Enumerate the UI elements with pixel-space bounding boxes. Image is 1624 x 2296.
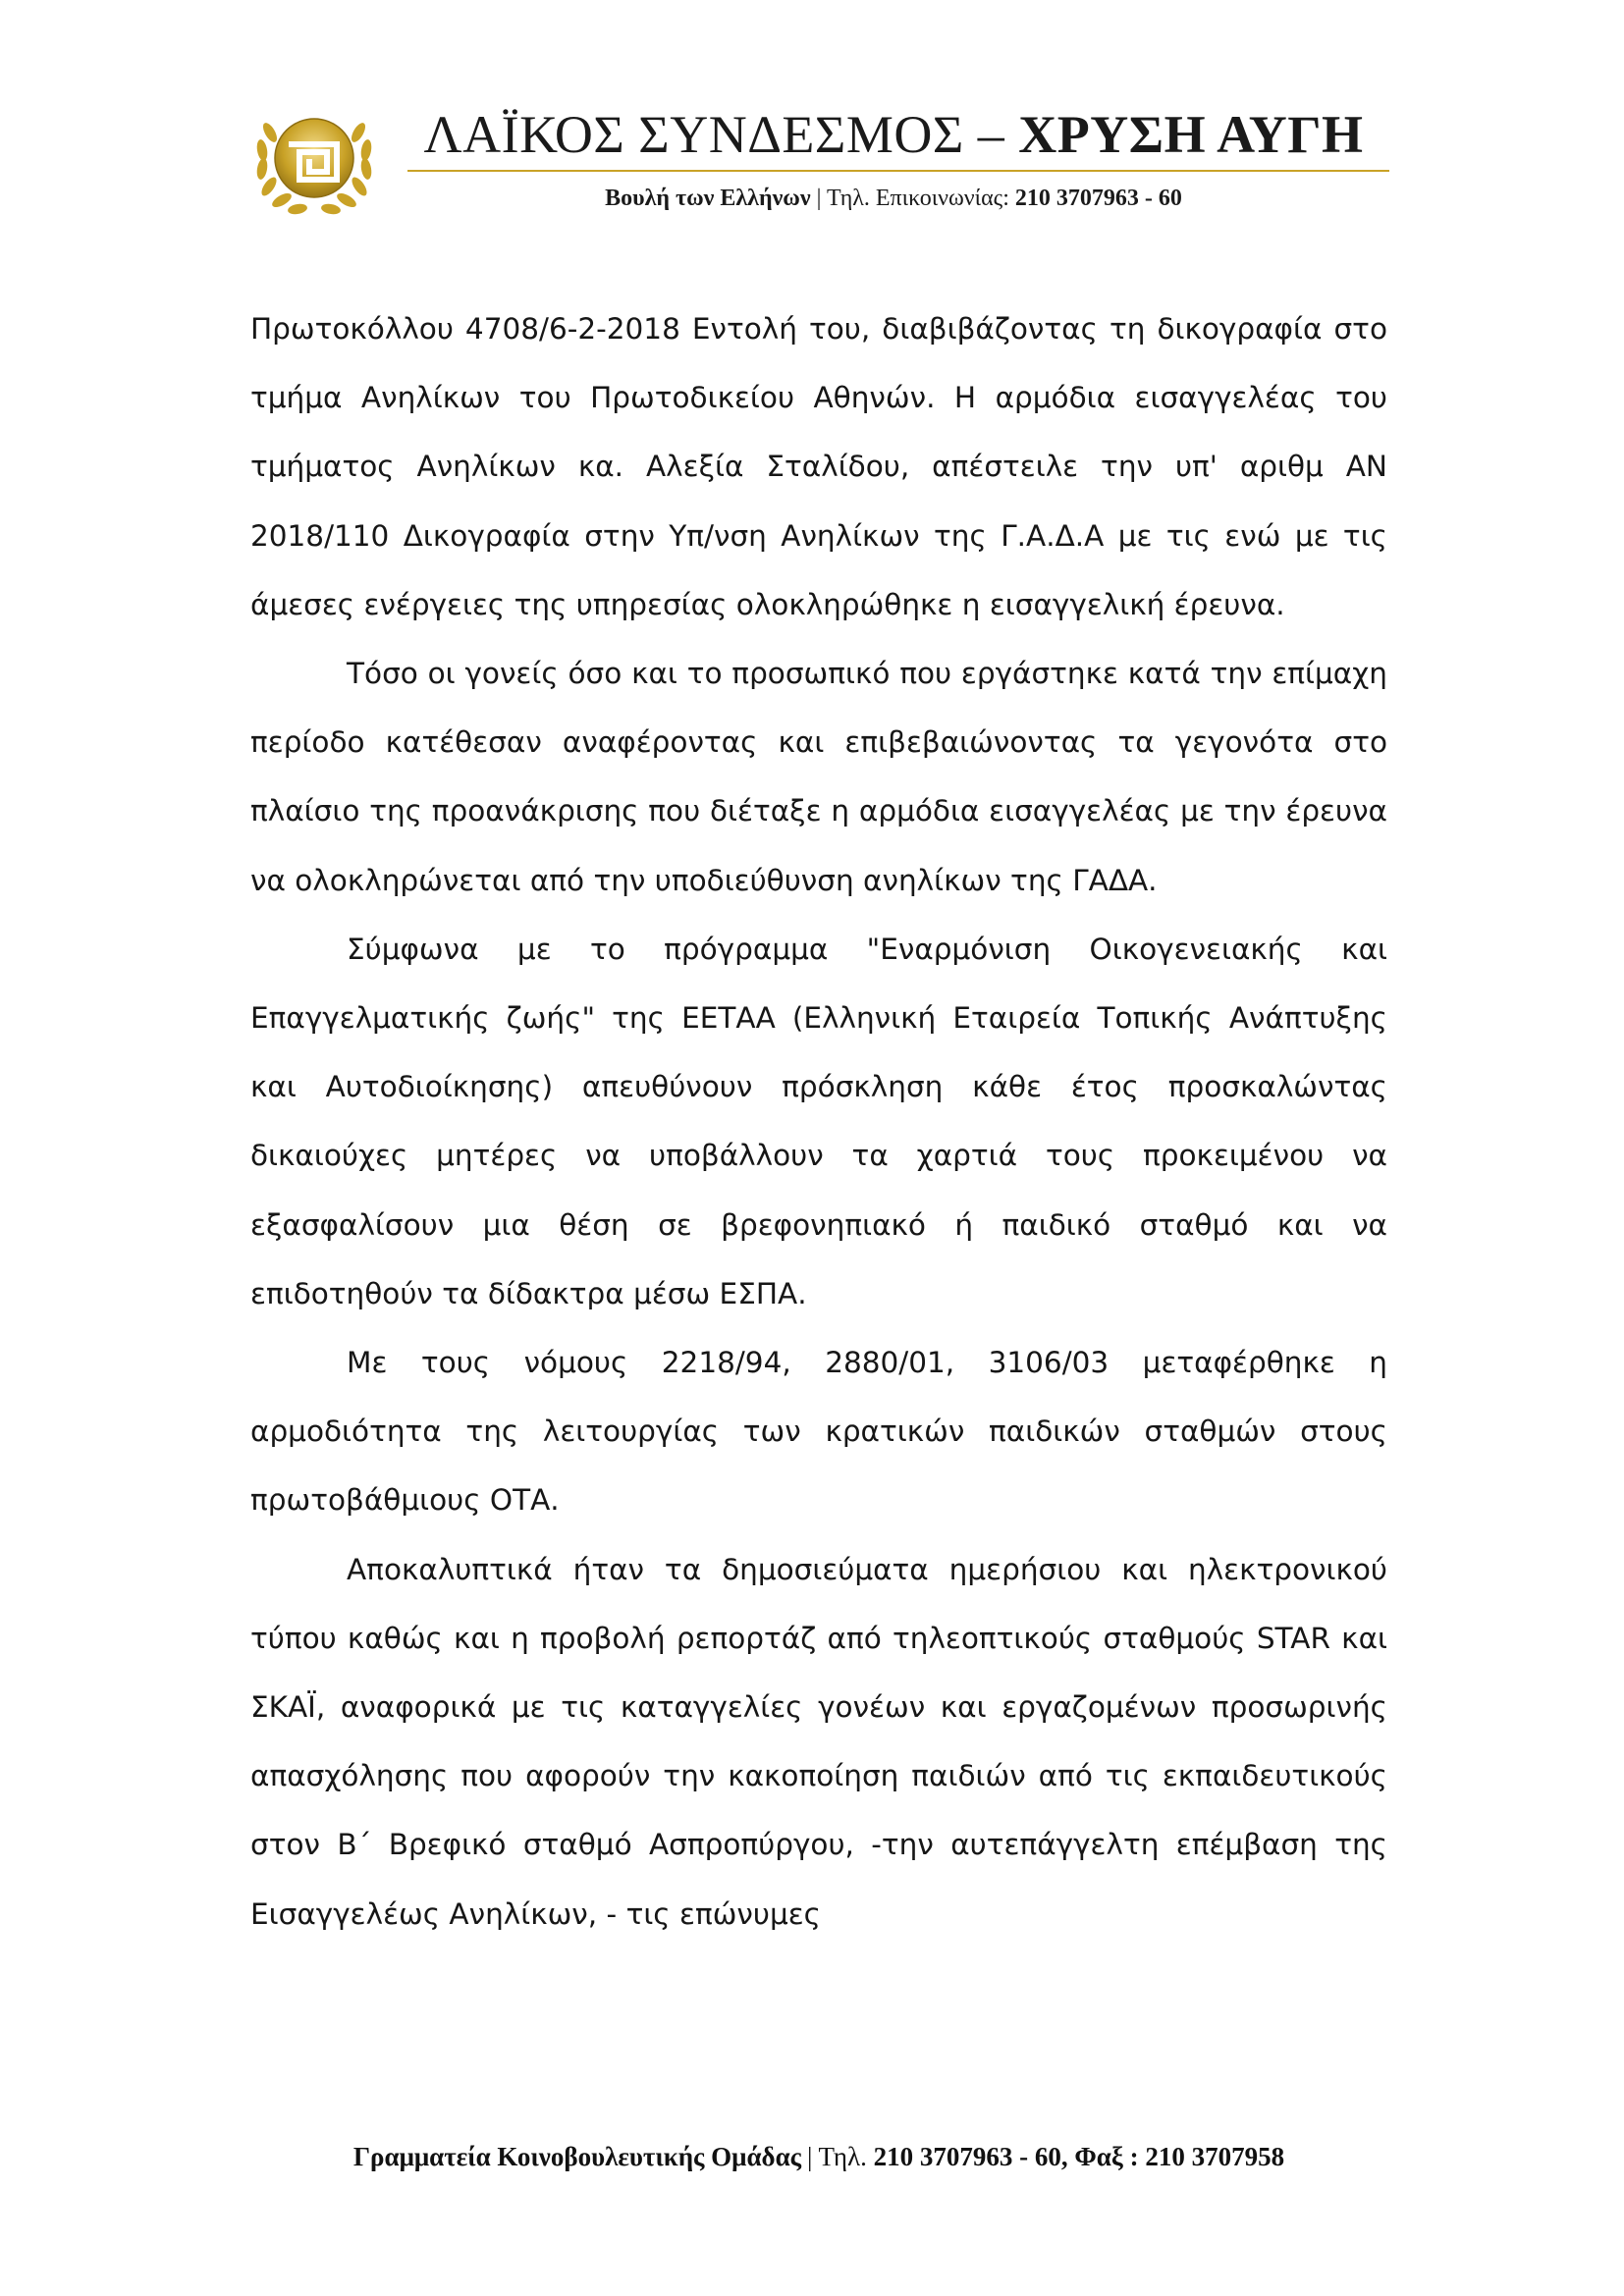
contact-phone: 210 3707963 - 60 (1014, 186, 1182, 211)
letterhead (250, 93, 1399, 211)
page-footer (250, 2140, 1387, 2173)
paragraph-3: Σύμφωνα με το πρόγραμμα "Εναρμόνιση Οικογενειακής και Επαγγελματικής ζωής" της ΕΕΤΑΑ (Ελληνική Εταιρεία Τοπικής Ανάπτυξης και Αυτοδιοίκησης) απευθύνουν πρόσκληση κάθε έτος προσκαλώντας δικαιούχες μητέρες να υποβάλλουν τα χαρτιά τους προκειμένου να εξασφαλίσουν μια θέση σε βρεφονηπιακό ή παιδικό σταθμό και να επιδοτηθούν τα δίδακτρα μέσω ΕΣΠΑ. (250, 932, 1387, 1310)
footer-office: Γραμματεία Κοινοβουλευτικής Ομάδας (352, 2142, 802, 2171)
footer-fax-label: , Φαξ : (1060, 2142, 1146, 2171)
contact-phone-label: Τηλ. Επικοινωνίας: (826, 186, 1015, 211)
footer-separator: | (807, 2142, 813, 2171)
document-body (250, 294, 1387, 1949)
footer-phone: 210 3707963 - 60 (873, 2142, 1061, 2171)
footer-fax: 210 3707958 (1145, 2142, 1285, 2171)
organization-name: ΛΑΪΚΟΣ ΣΥΝΔΕΣΜΟΣ – (423, 105, 1019, 164)
parliament-label: Βουλή των Ελλήνων (605, 186, 811, 211)
organization-title (393, 103, 1394, 166)
paragraph-4: Με τους νόμους 2218/94, 2880/01, 3106/03 μεταφέρθηκε η αρμοδιότητα της λειτουργίας των κρατικών παιδικών σταθμών στους πρωτοβάθμιους ΟΤΑ. (250, 1346, 1387, 1518)
paragraph-1: Πρωτοκόλλου 4708/6-2-2018 Εντολή του, διαβιβάζοντας τη δικογραφία στο τμήμα Ανηλίκων του Πρωτοδικείου Αθηνών. Η αρμόδια εισαγγελέας του τμήματος Ανηλίκων κα. Αλεξία Σταλίδου, απέστειλε την υπ' αριθμ ΑΝ 2018/110 Δικογραφία στην Υπ/νση Ανηλίκων της Γ.Α.Δ.Α με τις ενώ με τις άμεσες ενέργειες της υπηρεσίας ολοκληρώθηκε η εισαγγελική έρευνα. (250, 312, 1387, 621)
header-text (393, 103, 1394, 213)
meander-laurel-logo (250, 93, 378, 221)
paragraph-2: Τόσο οι γονείς όσο και το προσωπικό που εργάστηκε κατά την επίμαχη περίοδο κατέθεσαν αναφέροντας και επιβεβαιώνοντας τα γεγονότα στο πλαίσιο της προανάκρισης που διέταξε η αρμόδια εισαγγελέας με την έρευνα να ολοκληρώνεται από την υποδιεύθυνση ανηλίκων της ΓΑΔΑ. (250, 657, 1387, 897)
organization-subtitle (393, 184, 1394, 213)
party-name: ΧΡΥΣΗ ΑΥΓΗ (1018, 105, 1364, 164)
paragraph-5: Αποκαλυπτικά ήταν τα δημοσιεύματα ημερήσιου και ηλεκτρονικού τύπου καθώς και η προβολή ρεπορτάζ από τηλεοπτικούς σταθμούς STAR και ΣΚΑΪ, αναφορικά με τις καταγγελίες γονέων και εργαζομένων προσωρινής απασχόλησης που αφορούν την κακοποίηση παιδιών από τις εκπαιδευτικούς στον Β΄ Βρεφικό σταθμό Ασπροπύργου, -την αυτεπάγγελτη επέμβαση της Εισαγγελέως Ανηλίκων, - τις επώνυμες (250, 1552, 1387, 1931)
footer-phone-label: Τηλ. (818, 2142, 874, 2171)
subtitle-separator: | (810, 186, 827, 211)
